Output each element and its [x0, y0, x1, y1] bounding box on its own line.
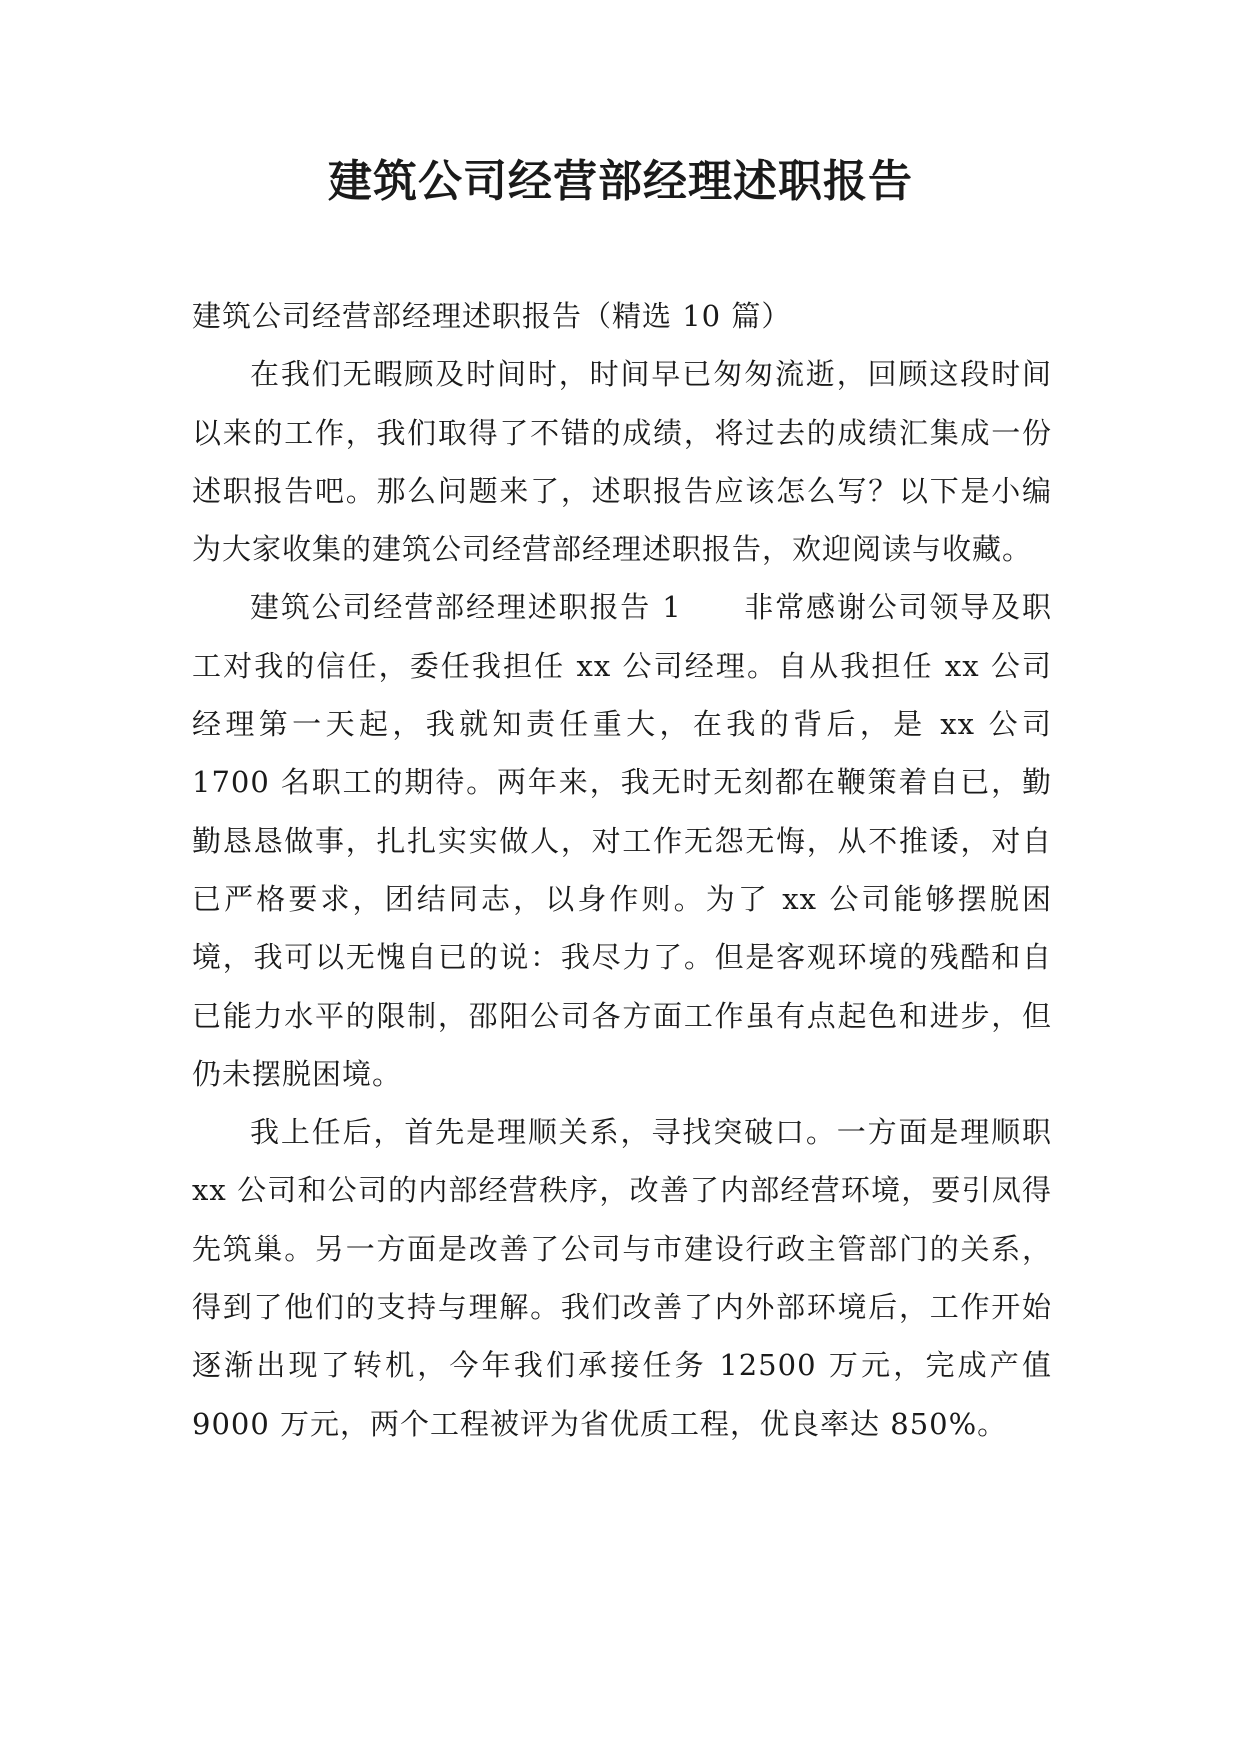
document-subtitle: 建筑公司经营部经理述职报告（精选 10 篇） [192, 299, 792, 333]
report-1-paragraph: 建筑公司经营部经理述职报告 1 非常感谢公司领导及职工对我的信任，委任我担任 xx 公司经理。自从我担任 xx 公司经理第一天起，我就知责任重大，在我的背后，是 xx 公司 1700 名职工的期待。两年来，我无时无刻都在鞭策着自已，勤勤恳恳做事，扎扎实实做人，对工作无怨无悔，从不推诿，对自已严格要求，团结同志，以身作则。为了 xx 公司能够摆脱困境，我可以无愧自已的说：我尽力了。但是客观环境的残酷和自已能力水平的限制，邵阳公司各方面工作虽有点起色和进步，但仍未摆脱困境。 [192, 590, 1052, 1091]
intro-paragraph: 在我们无暇顾及时间时，时间早已匆匆流逝，回顾这段时间以来的工作，我们取得了不错的成绩，将过去的成绩汇集成一份述职报告吧。那么问题来了，述职报告应该怎么写？以下是小编为大家收集的建筑公司经营部经理述职报告，欢迎阅读与收藏。 [192, 357, 1052, 567]
document-title: 建筑公司经营部经理述职报告 [328, 156, 913, 207]
report-1-continued-paragraph: 我上任后，首先是理顺关系，寻找突破口。一方面是理顺职 xx 公司和公司的内部经营秩序，改善了内部经营环境，要引凤得先筑巢。另一方面是改善了公司与市建设行政主管部门的关系，得到了他们的支持与理解。我们改善了内外部环境后，工作开始逐渐出现了转机，今年我们承接任务 12500 万元，完成产值 9000 万元，两个工程被评为省优质工程，优良率达 850%。 [192, 1115, 1052, 1441]
document-body [192, 287, 1052, 1453]
